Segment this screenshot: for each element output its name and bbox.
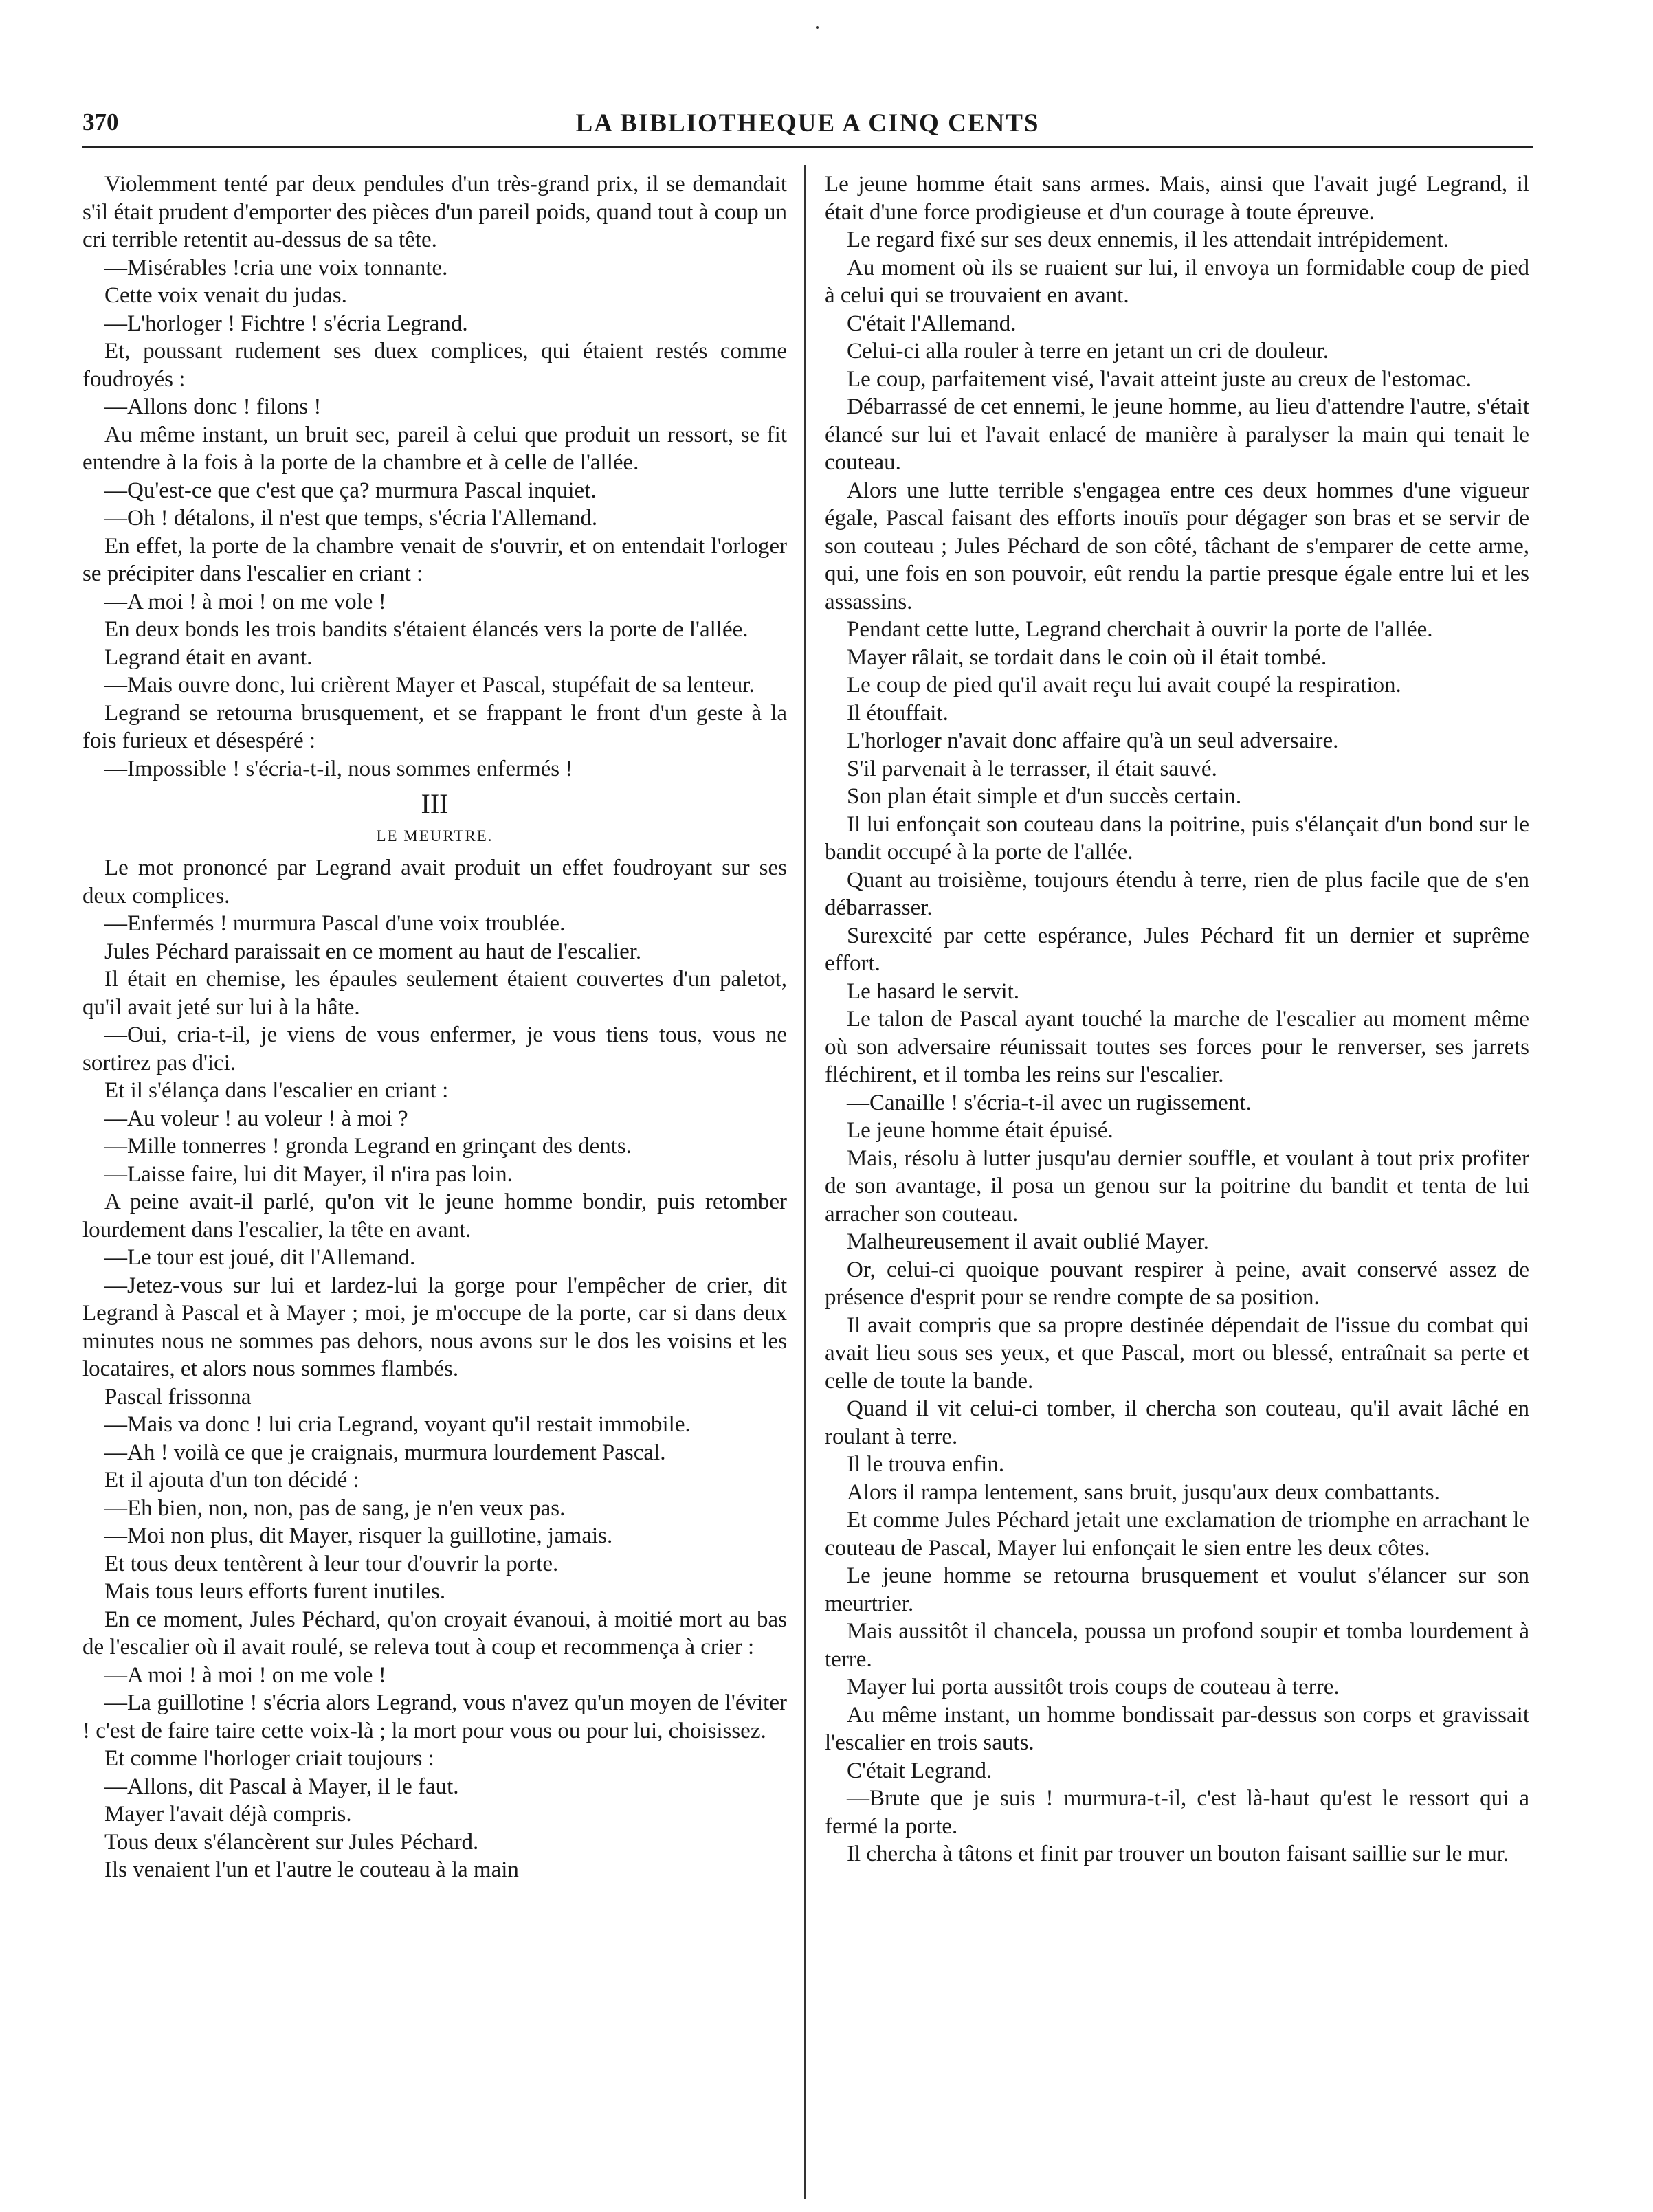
paragraph: —Laisse faire, lui dit Mayer, il n'ira pas loin. — [104, 1161, 513, 1187]
paragraph: Et comme l'horloger criait toujours : — [104, 1746, 434, 1771]
chapter-number: III — [421, 788, 449, 819]
paragraph: —Le tour est joué, dit l'Allemand. — [104, 1245, 416, 1270]
paragraph: Son plan était simple et d'un succès certain. — [847, 784, 1242, 809]
running-title: LA BIBLIOTHEQUE A CINQ CENTS — [575, 109, 1040, 137]
paragraph: —Jetez-vous sur lui et lardez-lui la gorge pour l'empêcher de crier, dit Legrand à Pascal et à Mayer ; moi, je m'occupe de la porte, car si dans deux minutes nous ne sommes pas dehors, nous avons sur le dos les voisins et les locataires, et alors nous sommes flambés. — [82, 1273, 787, 1381]
left-paragraphs-after — [82, 854, 787, 1884]
paragraph: Pendant cette lutte, Legrand cherchait à ouvrir la porte de l'allée. — [847, 617, 1433, 642]
paragraph: Mais tous leurs efforts furent inutiles. — [104, 1579, 446, 1604]
paragraph: Mais aussitôt il chancela, poussa un profond soupir et tomba lourdement à terre. — [825, 1619, 1529, 1672]
paragraph: —Allons donc ! filons ! — [104, 394, 322, 419]
paragraph: C'était l'Allemand. — [847, 311, 1017, 336]
paragraph: Au même instant, un homme bondissait par-dessus son corps et gravissait l'escalier en trois sauts. — [825, 1702, 1529, 1755]
paragraph: Il chercha à tâtons et finit par trouver un bouton faisant saillie sur le mur. — [847, 1842, 1509, 1866]
paragraph: Ils venaient l'un et l'autre le couteau à la main — [104, 1857, 519, 1882]
paragraph: Celui-ci alla rouler à terre en jetant un cri de douleur. — [847, 339, 1329, 364]
paragraph: Tous deux s'élancèrent sur Jules Péchard. — [104, 1829, 479, 1855]
paragraph: Cette voix venait du judas. — [104, 283, 347, 308]
paragraph: Le jeune homme était sans armes. Mais, ainsi que l'avait jugé Legrand, il était d'une force prodigieuse et d'un courage à toute épreuve. — [825, 172, 1529, 225]
paragraph: —Allons, dit Pascal à Mayer, il le faut. — [104, 1774, 459, 1799]
paragraph: A peine avait-il parlé, qu'on vit le jeune homme bondir, puis retomber lourdement dans l'escalier, la tête en avant. — [82, 1189, 787, 1242]
paragraph: Le hasard le servit. — [847, 979, 1020, 1004]
paragraph: —Impossible ! s'écria-t-il, nous sommes enfermés ! — [104, 756, 573, 781]
paragraph: —Mais ouvre donc, lui crièrent Mayer et Pascal, stupéfait de sa lenteur. — [104, 673, 755, 697]
paragraph: Et comme Jules Péchard jetait une exclamation de triomphe en arrachant le couteau de Pascal, Mayer lui enfonçait le sien entre les deux côtes. — [825, 1508, 1529, 1561]
right-column — [825, 170, 1529, 1868]
paragraph: Et, poussant rudement ses duex complices, qui étaient restés comme foudroyés : — [82, 339, 787, 392]
paragraph: Il était en chemise, les épaules seulement étaient couvertes d'un paletot, qu'il avait jeté sur lui à la hâte. — [82, 967, 787, 1020]
paragraph: S'il parvenait à le terrasser, il était sauvé. — [847, 756, 1217, 781]
paragraph: Il avait compris que sa propre destinée dépendait de l'issue du combat qui avait lieu sous ses yeux, et que Pascal, mort ou blessé, entraînait sa perte et celle de toute la bande. — [825, 1312, 1529, 1394]
paragraph: En deux bonds les trois bandits s'étaient élancés vers la porte de l'allée. — [104, 617, 748, 642]
paragraph: —Qu'est-ce que c'est que ça? murmura Pascal inquiet. — [104, 478, 597, 503]
paragraph: —Enfermés ! murmura Pascal d'une voix troublée. — [104, 911, 566, 936]
paragraph: Or, celui-ci quoique pouvant respirer à peine, avait conservé assez de présence d'esprit pour se rendre compte de sa position. — [825, 1257, 1529, 1310]
paragraph: —Au voleur ! au voleur ! à moi ? — [104, 1106, 408, 1131]
paragraph: —Canaille ! s'écria-t-il avec un rugissement. — [847, 1090, 1252, 1115]
paragraph: —Brute que je suis ! murmura-t-il, c'est là-haut qu'est le ressort qui a fermé la porte. — [825, 1786, 1529, 1839]
paragraph: Le regard fixé sur ses deux ennemis, il les attendait intrépidement. — [847, 227, 1450, 252]
paragraph: Mais, résolu à lutter jusqu'au dernier souffle, et voulant à tout prix profiter de son avantage, il posa un genou sur la poitrine du bandit et tenta de lui arracher son couteau. — [825, 1146, 1529, 1227]
paragraph: Malheureusement il avait oublié Mayer. — [847, 1229, 1209, 1254]
paragraph: —Mais va donc ! lui cria Legrand, voyant qu'il restait immobile. — [104, 1412, 691, 1437]
paragraph: —Moi non plus, dit Mayer, risquer la guillotine, jamais. — [104, 1523, 613, 1548]
paragraph: —L'horloger ! Fichtre ! s'écria Legrand. — [104, 311, 468, 336]
paragraph: —A moi ! à moi ! on me vole ! — [104, 589, 386, 614]
paragraph: Mayer l'avait déjà compris. — [104, 1802, 352, 1826]
chapter-title: LE MEURTRE. — [376, 827, 493, 845]
page-number: 370 — [82, 109, 119, 135]
paragraph: —Mille tonnerres ! gronda Legrand en grinçant des dents. — [104, 1134, 632, 1159]
paragraph: —Oui, cria-t-il, je viens de vous enfermer, je vous tiens tous, vous ne sortirez pas d'ici. — [82, 1023, 787, 1075]
paragraph: —Misérables !cria une voix tonnante. — [104, 255, 448, 280]
paragraph: Mayer râlait, se tordait dans le coin où il était tombé. — [847, 645, 1327, 670]
paragraph: Le coup de pied qu'il avait reçu lui avait coupé la respiration. — [847, 673, 1401, 697]
paragraph: Le coup, parfaitement visé, l'avait atteint juste au creux de l'estomac. — [847, 366, 1472, 392]
paragraph: L'horloger n'avait donc affaire qu'à un seul adversaire. — [847, 728, 1339, 753]
paragraph: —Oh ! détalons, il n'est que temps, s'écria l'Allemand. — [104, 506, 598, 530]
paragraph: Et il s'élança dans l'escalier en criant : — [104, 1078, 449, 1103]
paragraph: Legrand était en avant. — [104, 645, 313, 670]
paragraph: Alors il rampa lentement, sans bruit, jusqu'aux deux combattants. — [847, 1479, 1440, 1505]
column-divider — [804, 165, 806, 2199]
paragraph: Le jeune homme était épuisé. — [847, 1118, 1113, 1143]
paragraph: —Ah ! voilà ce que je craignais, murmura lourdement Pascal. — [104, 1440, 666, 1465]
paragraph: —La guillotine ! s'écria alors Legrand, vous n'avez qu'un moyen de l'éviter ! c'est de faire taire cette voix-là ; la mort pour vous ou pour lui, choisissez. — [82, 1690, 787, 1743]
paragraph: Pascal frissonna — [104, 1384, 252, 1409]
left-paragraphs-before — [82, 170, 787, 783]
paragraph: En ce moment, Jules Péchard, qu'on croyait évanoui, à moitié mort au bas de l'escalier où il avait roulé, se releva tout à coup et recommença à crier : — [82, 1607, 787, 1660]
paragraph: Quand il vit celui-ci tomber, il chercha son couteau, qu'il avait lâché en roulant à terre. — [825, 1396, 1529, 1449]
paragraph: Violemment tenté par deux pendules d'un très-grand prix, il se demandait s'il était prudent d'emporter des pièces d'un pareil poids, quand tout à coup un cri terrible retentit au-dessus de sa tête. — [82, 172, 787, 252]
paragraph: Au même instant, un bruit sec, pareil à celui que produit un ressort, se fit entendre à la fois à la porte de la chambre et à celle de l'allée. — [82, 422, 787, 475]
paragraph: Débarrassé de cet ennemi, le jeune homme, au lieu d'attendre l'autre, s'était élancé sur lui et l'avait enlacé de manière à paralyser la main qui tenait le couteau. — [825, 394, 1529, 475]
paragraph: Alors une lutte terrible s'engagea entre ces deux hommes d'une vigueur égale, Pascal faisant des efforts inouïs pour dégager son bras et se servir de son couteau ; Jules Péchard de son côté, tâchant de s'emparer de cette arme, qui, une fois en son pouvoir, eût rendu la partie presque égale entre lui et les assassins. — [825, 478, 1529, 614]
header-rule — [82, 146, 1533, 148]
paragraph: Quant au troisième, toujours étendu à terre, rien de plus facile que de s'en débarrasser. — [825, 867, 1529, 920]
paragraph: Jules Péchard paraissait en ce moment au haut de l'escalier. — [104, 939, 642, 964]
paragraph: En effet, la porte de la chambre venait de s'ouvrir, et on entendait l'orloger se précipiter dans l'escalier en criant : — [82, 533, 787, 586]
paragraph: Legrand se retourna brusquement, et se frappant le front d'un geste à la fois furieux et désespéré : — [82, 700, 787, 753]
paragraph: —Eh bien, non, non, pas de sang, je n'en veux pas. — [104, 1495, 566, 1521]
paragraph: Surexcité par cette espérance, Jules Péchard fit un dernier et suprême effort. — [825, 923, 1529, 976]
paragraph: Mayer lui porta aussitôt trois coups de couteau à terre. — [847, 1675, 1340, 1699]
paragraph: Le mot prononcé par Legrand avait produit un effet foudroyant sur ses deux complices. — [82, 856, 787, 908]
paragraph: —A moi ! à moi ! on me vole ! — [104, 1662, 386, 1688]
paragraph: Le talon de Pascal ayant touché la marche de l'escalier au moment même où son adversaire réunissait toutes ses forces pour le renverser, ses jarrets fléchirent, et il tomba les reins sur l'escalier. — [825, 1007, 1529, 1087]
left-column — [82, 170, 787, 1884]
paragraph: Au moment où ils se ruaient sur lui, il envoya un formidable coup de pied à celui qui se trouvaient en avant. — [825, 255, 1529, 308]
paragraph: Il le trouva enfin. — [847, 1452, 1005, 1477]
print-speck — [816, 26, 819, 29]
paragraph: Et il ajouta d'un ton décidé : — [104, 1468, 359, 1493]
page-header — [82, 109, 1533, 143]
paragraph: Il étouffait. — [847, 700, 948, 726]
paragraph: C'était Legrand. — [847, 1758, 992, 1783]
paragraph: Il lui enfonçait son couteau dans la poitrine, puis s'élançait d'un bond sur le bandit occupé à la porte de l'allée. — [825, 812, 1529, 864]
paragraph: Et tous deux tentèrent à leur tour d'ouvrir la porte. — [104, 1551, 559, 1576]
paragraph: Le jeune homme se retourna brusquement et voulut s'élancer sur son meurtrier. — [825, 1563, 1529, 1616]
